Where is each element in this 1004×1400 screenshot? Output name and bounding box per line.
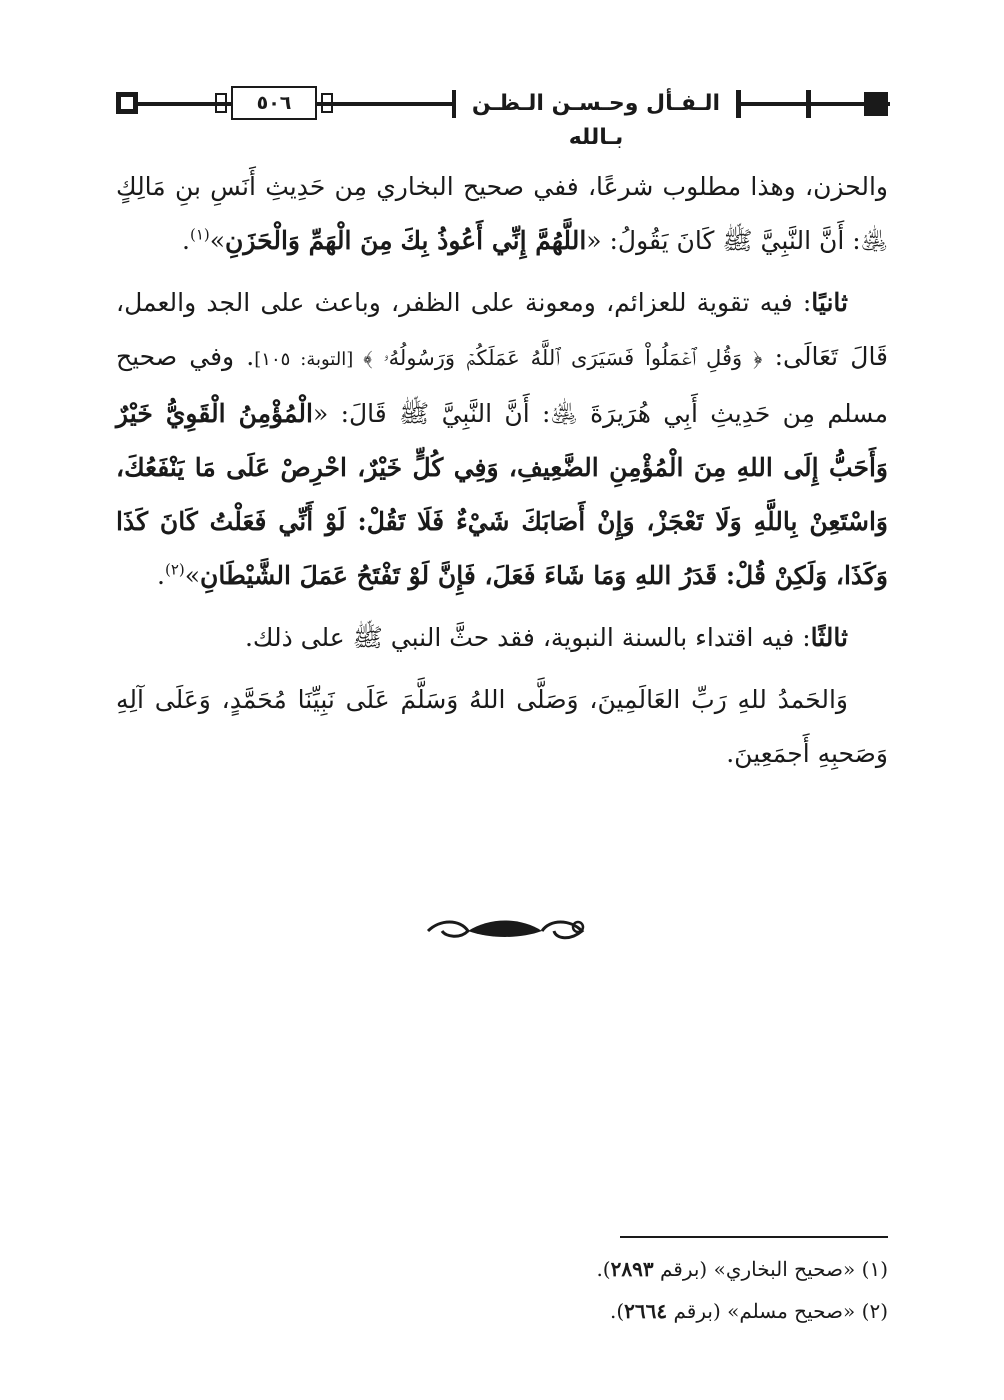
footnote-source: «صحيح مسلم» (برقم: [667, 1299, 856, 1323]
quote-close: »: [184, 561, 201, 590]
footnote-source: «صحيح البخاري» (برقم: [653, 1257, 856, 1281]
footnotes: [116, 1248, 888, 1332]
p1-text: أَنَسِ بنِ مَالِكٍ ﵁: أَنَّ النَّبِيَّ ﷺ كَانَ يَقُولُ: «: [116, 172, 888, 255]
footnote-close: ).: [609, 1299, 625, 1323]
paragraph-1: [116, 160, 888, 268]
hadith-number: ٢٨٩٣: [610, 1257, 654, 1281]
quran-verse: ﴿ وَقُلِ ٱعۡمَلُواْ فَسَيَرَى ٱللَّهُ عَمَلَكُمۡ وَرَسُولُهُۥ ﴾: [363, 346, 763, 370]
header-bar-icon: [806, 90, 811, 118]
end-ornament-icon: [420, 905, 590, 955]
p2-text: : فيه تقوية للعزائم، ومعونة على الظفر، وباعث على الجد والعمل، قَالَ تَعَالَى:: [116, 288, 889, 371]
quote-close: »: [209, 226, 226, 255]
footnote-marker: (٢): [164, 560, 185, 579]
header-bar-icon: [736, 90, 741, 118]
page-number: ٥٠٦: [231, 86, 317, 120]
verse-reference: [التوبة: ١٠٥]: [254, 349, 364, 370]
footnote-rule: [620, 1236, 888, 1238]
period: .: [157, 561, 165, 590]
footnote-number: (٢): [861, 1299, 888, 1323]
p1-text: والحزن، وهذا مطلوب شرعًا، ففي صحيح البخاري مِن حَدِيثِ: [265, 172, 888, 201]
main-text: [116, 160, 888, 789]
paragraph-3: [116, 611, 888, 665]
hadith-text: اللَّهُمَّ إِنِّي أَعُوذُ بِكَ: [400, 226, 587, 255]
paragraph-2: [116, 276, 888, 603]
closing-text: وَالحَمدُ للهِ رَبِّ العَالَمِينَ، وَصَلَّى اللهُ وَسَلَّمَ عَلَى نَبِيِّنَا مُحَمَّدٍ، وَعَلَى آلِهِ وَصَحبِهِ أَجمَعِينَ.: [116, 685, 888, 768]
p3-text: : فيه اقتداء بالسنة النبوية، فقد حثَّ النبي ﷺ على ذلك.: [244, 623, 811, 652]
footnote-number: (١): [861, 1257, 888, 1281]
page-header: [116, 84, 888, 150]
hadith-text: مِنَ الْهَمِّ وَالْحَزَنِ: [225, 226, 393, 255]
header-square-solid-icon: [864, 92, 888, 116]
hadith-text: الْمُؤْمِنُ الْقَوِيُّ خَيْرٌ وَأَحَبُّ إِلَى اللهِ مِنَ الْمُؤْمِنِ الضَّعِيفِ، وَفِي كُلٍّ خَيْرٌ، احْرِصْ عَلَى مَا يَنْفَعُكَ، وَاسْتَعِنْ بِاللَّهِ وَلَا تَعْجَزْ، وَإِنْ أَصَابَكَ شَيْءٌ فَلَا تَقُلْ: لَوْ أَنِّي فَعَلْتُ كَانَ كَذَا وَكَذَا، وَلَكِنْ قُلْ: قَدَرُ اللهِ وَمَا شَاءَ فَعَلَ، فَإِنَّ لَوْ تَفْتَحُ عَمَلَ الشَّيْطَانِ: [116, 399, 888, 590]
running-title: الـفـأل وحـسـن الـظـن بـالله: [456, 87, 736, 121]
footnote-1: [116, 1248, 888, 1290]
p2-text: . وفي صحيح مسلم مِن حَدِيثِ أَبِي هُرَيرَةَ ﵁: أَنَّ النَّبِيَّ ﷺ قَالَ: «: [116, 342, 888, 428]
period: .: [182, 226, 190, 255]
footnote-2: [116, 1290, 888, 1332]
point-label: ثالثًا: [810, 623, 848, 652]
footnote-marker: (١): [189, 225, 210, 244]
hadith-number: ٢٦٦٤: [624, 1299, 668, 1323]
footnote-close: ).: [596, 1257, 611, 1281]
header-square-outline-icon: [116, 92, 138, 114]
paragraph-4: [116, 673, 888, 781]
point-label: ثانيًا: [811, 288, 848, 317]
